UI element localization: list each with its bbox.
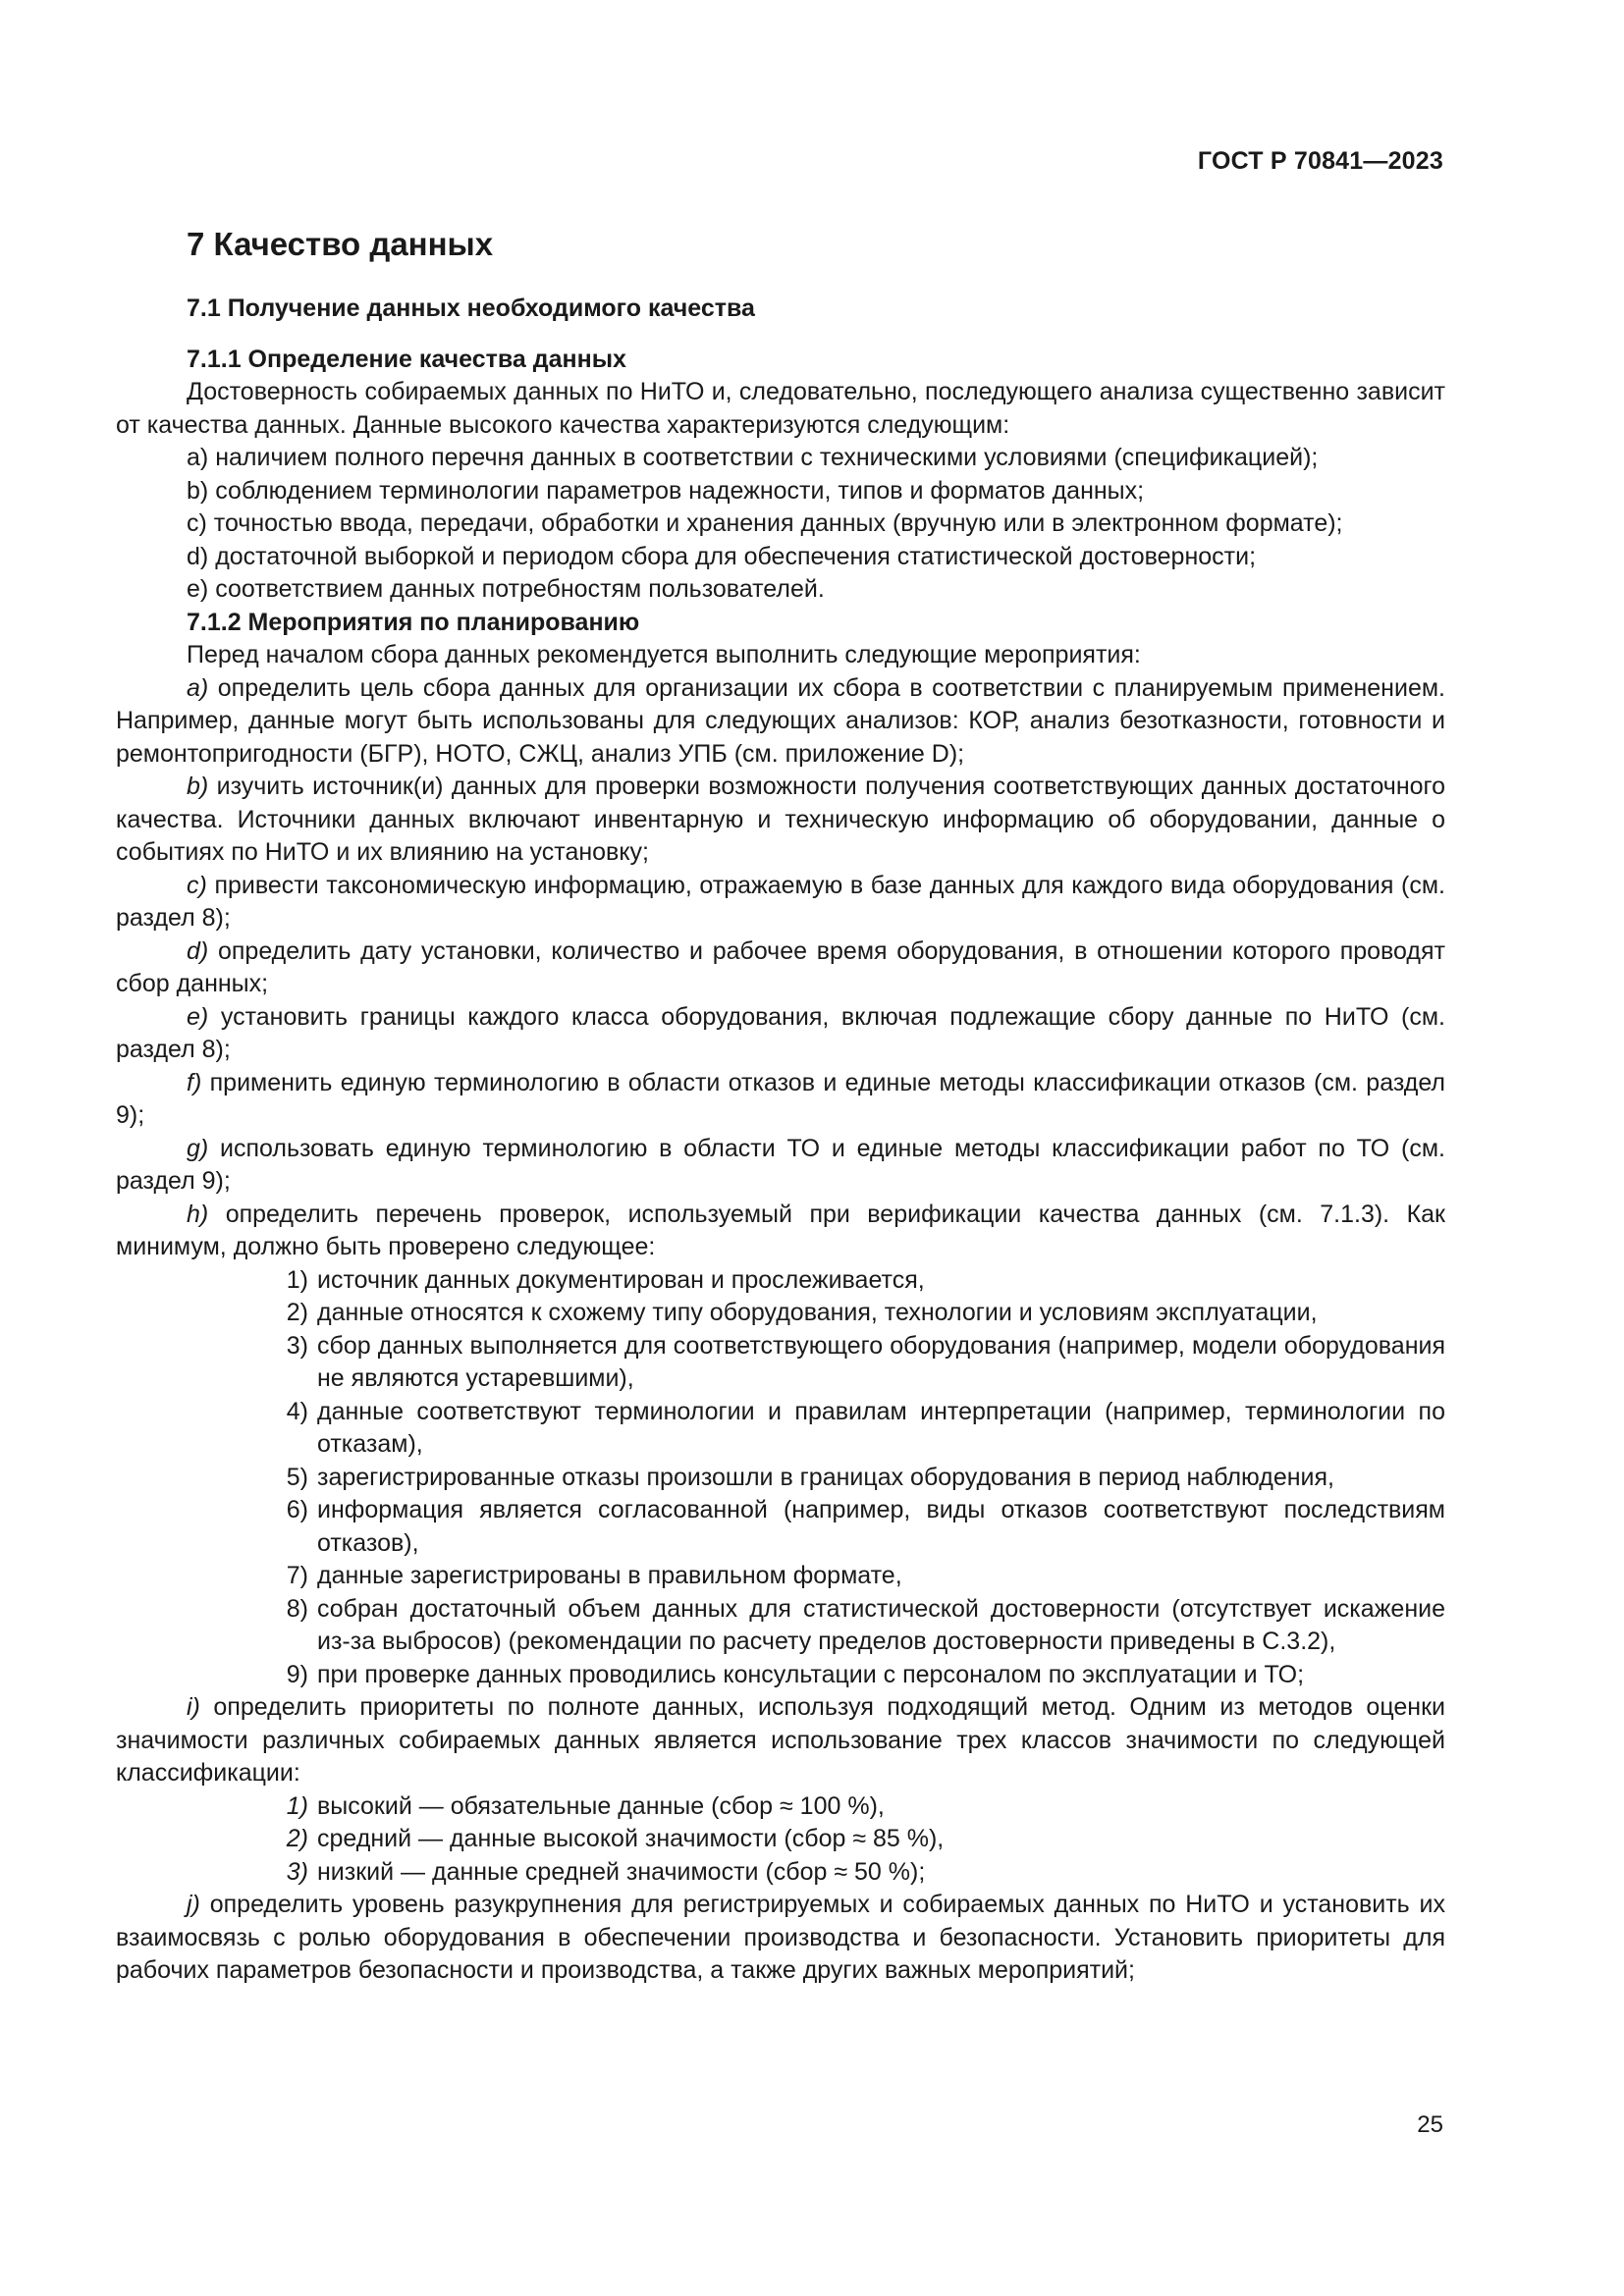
sub-list-item	[116, 1823, 1445, 1856]
sub-list-item	[116, 1396, 1445, 1462]
sub-list-marker: 3)	[286, 1331, 308, 1360]
list-text: определить приоритеты по полноте данных, используя подходящий метод. Одним из методов оценки значимости различных собираемых данных является использование трех классов значимости по следующей классификации:	[116, 1693, 1445, 1787]
list-marker: c)	[187, 871, 207, 899]
list-item	[116, 1067, 1445, 1133]
sub-list-marker: 2)	[286, 1299, 308, 1326]
paragraph: Достоверность собираемых данных по НиТО и, следовательно, последующего анализа существенно зависит от качества данных. Данные высокого качества характеризуются следующим:	[116, 378, 1445, 439]
list-item	[116, 1001, 1445, 1067]
list-text: изучить источник(и) данных для проверки возможности получения соответствующих данных достаточного качества. Источники данных включают инвентарную и техническую информацию об оборудовании, данные о событиях по НиТО и их влиянию на установку;	[116, 773, 1445, 866]
sub-list-text: собран достаточный объем данных для статистической достоверности (отсутствует искажение из-за выбросов) (рекомендации по расчету пределов достоверности приведены в С.3.2),	[317, 1594, 1445, 1655]
list-marker: j)	[187, 1891, 200, 1918]
list-item	[116, 1133, 1445, 1199]
sub-list-item	[116, 1330, 1445, 1396]
sub-list-text: источник данных документирован и прослеживается,	[317, 1265, 925, 1294]
list-item	[116, 870, 1445, 935]
page-number: 25	[1417, 2111, 1443, 2138]
list-text: соблюдением терминологии параметров надежности, типов и форматов данных;	[215, 476, 1145, 505]
sub-list-item	[116, 1297, 1445, 1330]
list-text: соответствием данных потребностям пользователей.	[215, 575, 825, 603]
list-text: использовать единую терминологию в области ТО и единые методы классификации работ по ТО (см. раздел 9);	[116, 1134, 1445, 1195]
sub-list-item	[116, 1659, 1445, 1692]
sub-list-item	[116, 1494, 1445, 1560]
list-item	[116, 475, 1445, 508]
sub-list-marker: 6)	[286, 1496, 308, 1523]
sub-list-marker: 7)	[286, 1562, 308, 1589]
sub-list-text: данные соответствуют терминологии и правилам интерпретации (например, терминологии по отказам),	[317, 1397, 1445, 1458]
list-marker: c)	[187, 509, 207, 537]
paragraph: Перед началом сбора данных рекомендуется выполнить следующие мероприятия:	[187, 641, 1141, 668]
subsection-title: 7.1 Получение данных необходимого качества	[187, 294, 755, 322]
list-text: наличием полного перечня данных в соответствии с техническими условиями (спецификацией);	[215, 444, 1319, 471]
list-marker: g)	[187, 1134, 209, 1162]
sub-list-item	[116, 1462, 1445, 1495]
sub-list-marker: 4)	[286, 1397, 308, 1425]
list-marker: a)	[187, 673, 209, 702]
list-marker: d)	[187, 542, 209, 570]
sub-list-marker: 2)	[286, 1825, 308, 1852]
list-marker: a)	[187, 444, 209, 471]
sub-list-marker: 3)	[286, 1857, 308, 1886]
list-text: применить единую терминологию в области отказов и единые методы классификации отказов (см. раздел 9);	[116, 1068, 1445, 1129]
sub-list-text: зарегистрированные отказы произошли в границах оборудования в период наблюдения,	[317, 1463, 1334, 1491]
clause-title-7-1-1: 7.1.1 Определение качества данных	[187, 345, 626, 373]
list-marker: f)	[187, 1068, 202, 1096]
sub-list-text: высокий — обязательные данные (сбор ≈ 100 %),	[317, 1791, 885, 1820]
list-text: достаточной выборкой и периодом сбора для обеспечения статистической достоверности;	[215, 542, 1257, 570]
list-text: определить уровень разукрупнения для регистрируемых и собираемых данных по НиТО и установить их взаимосвязь с ролью оборудования в обеспечении производства и безопасности. Установить приоритеты для рабочих параметров безопасности и производства, а также других важных мероприятий;	[116, 1891, 1445, 1984]
sub-list-text: низкий — данные средней значимости (сбор ≈ 50 %);	[317, 1857, 926, 1886]
list-text: установить границы каждого класса оборудования, включая подлежащие сбору данные по НиТО (см. раздел 8);	[116, 1002, 1445, 1063]
list-marker: i)	[187, 1693, 200, 1721]
sub-list-item	[116, 1593, 1445, 1659]
sub-list-text: информация является согласованной (например, виды отказов соответствуют последствиям отказов),	[317, 1496, 1445, 1557]
sub-list-text: средний — данные высокой значимости (сбор ≈ 85 %),	[317, 1825, 945, 1852]
sub-list-text: данные зарегистрированы в правильном формате,	[317, 1562, 902, 1589]
list-text: определить перечень проверок, используемый при верификации качества данных (см. 7.1.3). Как минимум, должно быть проверено следующее:	[116, 1200, 1445, 1260]
sub-list-item	[116, 1560, 1445, 1593]
section-title: 7 Качество данных	[187, 226, 494, 262]
sub-list-marker: 5)	[286, 1463, 308, 1491]
list-item	[116, 1889, 1445, 1988]
list-item	[116, 771, 1445, 870]
sub-list-marker: 8)	[286, 1594, 308, 1623]
sub-list-marker: 9)	[286, 1660, 308, 1688]
sub-list-marker: 1)	[286, 1791, 308, 1820]
list-marker: d)	[187, 936, 209, 965]
list-marker: b)	[187, 476, 209, 505]
list-text: определить цель сбора данных для организации их сбора в соответствии с планируемым применением. Например, данные могут быть использованы для следующих анализов: КОР, анализ безотказности, готовности и ремонтопригодности (БГР), НОТО, СЖЦ, анализ УПБ (см. приложение D);	[116, 673, 1445, 768]
list-text: привести таксономическую информацию, отражаемую в базе данных для каждого вида оборудования (см. раздел 8);	[116, 871, 1445, 932]
list-item	[116, 507, 1445, 541]
list-item	[116, 442, 1445, 475]
list-marker: e)	[187, 1002, 209, 1031]
document-id: ГОСТ Р 70841—2023	[1197, 147, 1443, 175]
list-item	[116, 672, 1445, 772]
list-text: определить дату установки, количество и рабочее время оборудования, в отношении которого проводят сбор данных;	[116, 936, 1445, 997]
list-item	[116, 935, 1445, 1001]
clause-title-7-1-2: 7.1.2 Мероприятия по планированию	[187, 608, 640, 636]
list-marker: b)	[187, 773, 209, 800]
list-item	[116, 1691, 1445, 1790]
sub-list-item	[116, 1856, 1445, 1890]
list-marker: h)	[187, 1200, 209, 1228]
sub-list-marker: 1)	[286, 1265, 308, 1294]
list-item	[116, 573, 1445, 607]
sub-list-item	[116, 1264, 1445, 1298]
list-text: точностью ввода, передачи, обработки и хранения данных (вручную или в электронном формате);	[213, 509, 1343, 537]
sub-list-text: сбор данных выполняется для соответствующего оборудования (например, модели оборудования не являются устаревшими),	[317, 1331, 1445, 1392]
sub-list-text: при проверке данных проводились консультации с персоналом по эксплуатации и ТО;	[317, 1660, 1305, 1688]
list-item	[116, 1199, 1445, 1264]
list-marker: e)	[187, 575, 209, 603]
page-content	[116, 222, 1445, 1988]
sub-list-item	[116, 1790, 1445, 1824]
sub-list-text: данные относятся к схожему типу оборудования, технологии и условиям эксплуатации,	[317, 1299, 1318, 1326]
list-item	[116, 541, 1445, 574]
